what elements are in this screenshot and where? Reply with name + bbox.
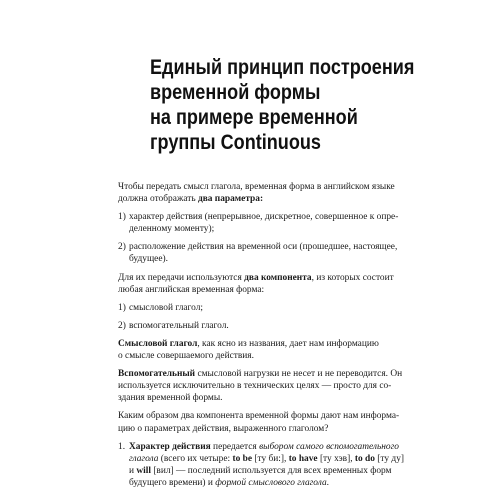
list-item: 2) вспомогательный глагол. (118, 320, 229, 331)
heading-line-3: на примере временной (150, 106, 358, 129)
chapter-heading (150, 55, 434, 155)
body-text (118, 181, 440, 495)
numbered-item-action-character: 1. Характер действия передается выбором самого вспомогательного глагола (всего их четыре: to be [ту би:], to have [ту хэв], to do [ту ду] и will [вил] — последний используется для всех временных форм будущего времени) и формой смыслового глагола. (118, 441, 405, 488)
heading-line-1: Единый принцип построения (150, 56, 415, 79)
paragraph-auxiliary-verb: Вспомогательный смысловой нагрузки не несет и не переводится. Он используется исключительно в технических целях — просто для со- здания временной формы. (118, 369, 403, 404)
paragraph-intro: Чтобы передать смысл глагола, временная форма в английском языке должна отображать два параметра: (118, 182, 395, 205)
paragraph-question: Каким образом два компонента временной формы дают нам информа- цию о параметрах действия, выраженного глаголом? (118, 411, 400, 434)
two-parameters-bold: два параметра: (197, 194, 264, 205)
list-item: 1) смысловой глагол; (118, 302, 203, 313)
paragraph-components: Для их передачи используются два компонента, из которых состоит любая английская временная форма: (118, 272, 394, 295)
list-item: 1) характер действия (непрерывное, дискретное, совершенное к опре- деленному моменту); (118, 212, 399, 235)
parameters-list (118, 211, 440, 265)
heading-line-2: временной формы (150, 81, 321, 104)
list-item: 2) расположение действия на временной оси (прошедшее, настоящее, будущее). (118, 242, 398, 265)
components-list (118, 302, 440, 332)
paragraph-main-verb: Смысловой глагол, как ясно из названия, дает нам информацию о смысле совершаемого действия. (118, 338, 379, 362)
heading-line-4: группы Continuous (150, 131, 321, 154)
